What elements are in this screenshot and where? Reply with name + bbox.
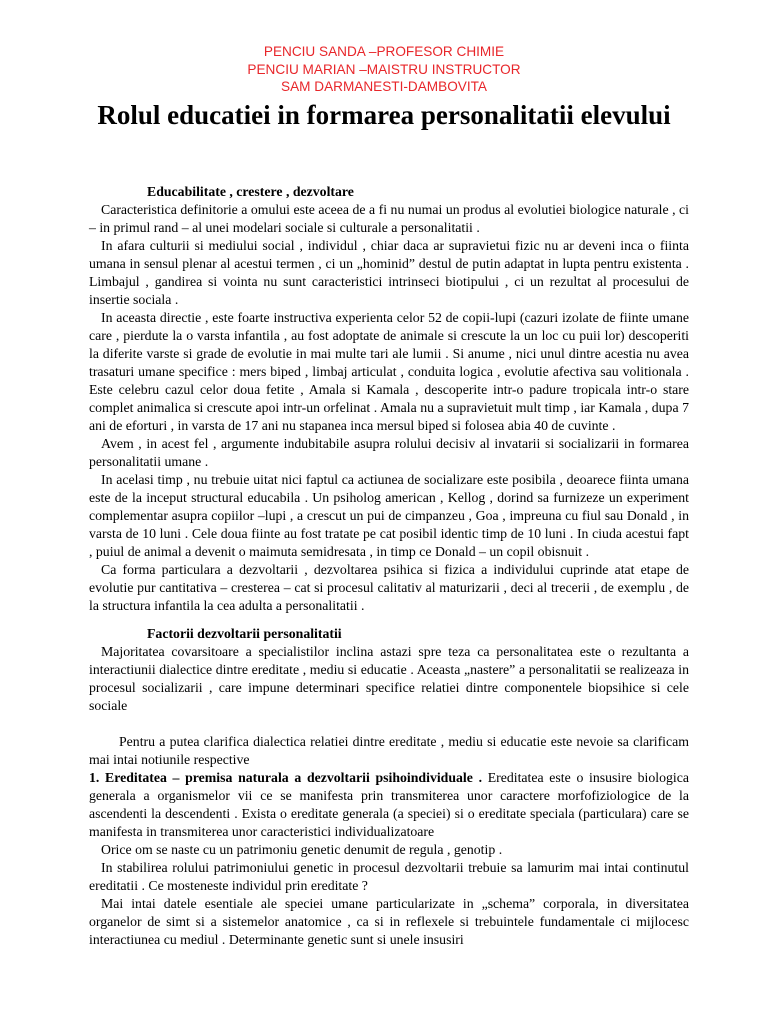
paragraph: Mai intai datele esentiale ale speciei umane particularizate in „schema” corporala, in diversitatea organelor de simt si a sistemelor anatomice , ca si in reflexele si trebuintele fundamentale ci mijlocesc interactiunea cu mediul . Determinante genetic sunt si unele insusiri	[89, 896, 689, 947]
paragraph: In acelasi timp , nu trebuie uitat nici faptul ca actiunea de socializare este posibila , deoarece fiinta umana este de la inceput structural educabila . Un psiholog american , Kellog , dorind sa furnizeze un experiment complementar asupra copiilor –lupi , a crescut un pui de cimpanzeu , Goa , impreuna cu fiul sau Donald , in varsta de 10 luni . Cele doua fiinte au fost tratate pe cat posibil identic timp de 10 luni . In ciuda acestui fapt , puiul de animal a devenit o maimuta semidresata , in timp ce Donald – un copil obisnuit .	[89, 472, 689, 559]
paragraph: In afara culturii si mediului social , individul , chiar daca ar supravietui fizic nu ar deveni inca o fiinta umana in sensul plenar al acestui termen , ci un „hominid” destul de putin adaptat in lupta pentru existenta . Limbajul , gandirea si vointa nu sunt caracteristici intrinseci biotipului , ci un rezultat al procesului de insertie sociala .	[89, 238, 689, 307]
school-line: SAM DARMANESTI-DAMBOVITA	[281, 79, 487, 94]
paragraph-ereditatea	[89, 769, 689, 841]
author-line-1: PENCIU SANDA –PROFESOR CHIMIE	[263, 44, 505, 59]
paragraph: Caracteristica definitorie a omului este aceea de a fi nu numai un produs al evolutiei biologice naturale , ci – in primul rand – al unei modelari sociale si culturale a personalitatii .	[89, 202, 689, 235]
paragraph-text: Ereditatea este o insusire biologica generala a organismelor vii ce se manifesta prin transmiterea unor caractere morfofiziologice de la ascendenti la descendenti . Exista o ereditate generala (a speciei) si o ereditate speciala (particulara) care se manifesta in transmiterea unor caracteristici individualizatoare	[89, 770, 689, 839]
paragraph: In aceasta directie , este foarte instructiva experienta celor 52 de copii-lupi (cazuri izolate de fiinte umane care , pierdute la o varsta infantila , au fost adoptate de animale si crescute la un loc cu puii lor) descoperiti la diferite varste si grade de evolutie in mai multe tari ale lumii . Si anume , nici unul dintre acestia nu avea trasaturi umane specifice : mers biped , limbaj articulat , conduita logica , evolutie afectiva sau volitionala . Este celebru cazul celor doua fetite , Amala si Kamala , descoperite intr-o padure tropicala intr-o stare complet animalica si crescute apoi intr-un orfelinat . Amala nu a supravietuit mult timp , iar Kamala , dupa 7 ani de eforturi , in varsta de 17 ani nu stapanea inca mersul biped si folosea abia 40 de cuvinte .	[89, 310, 689, 433]
document-body	[89, 183, 689, 949]
author-line-2: PENCIU MARIAN –MAISTRU INSTRUCTOR	[247, 61, 521, 77]
paragraph: Ca forma particulara a dezvoltarii , dezvoltarea psihica si fizica a individului cuprinde atat etape de evolutie pur cantitativa – cresterea – cat si procesul calitativ al maturizarii , deci al trecerii , de exemplu , de la structura infantila la cea adulta a personalitatii .	[89, 562, 689, 613]
author-header	[0, 43, 768, 96]
section-heading-educabilitate: Educabilitate , crestere , dezvoltare	[147, 184, 354, 199]
paragraph: Orice om se naste cu un patrimoniu genetic denumit de regula , genotip .	[101, 842, 503, 857]
paragraph: Avem , in acest fel , argumente indubitabile asupra rolului decisiv al invatarii si socializarii in formarea personalitatii umane .	[89, 436, 689, 469]
document-title: Rolul educatiei in formarea personalitatii elevului	[97, 100, 671, 130]
paragraph: In stabilirea rolului patrimoniului genetic in procesul dezvoltarii trebuie sa lamurim mai intai continutul ereditatii . Ce mosteneste individul prin ereditate ?	[89, 860, 689, 893]
subheading-ereditatea: 1. Ereditatea – premisa naturala a dezvoltarii psihoindividuale .	[89, 770, 483, 785]
paragraph: Majoritatea covarsitoare a specialistilor inclina astazi spre teza ca personalitatea este o rezultanta a interactiunii dialectice dintre ereditate , mediu si educatie . Aceasta „nastere” a personalitatii se realizeaza in procesul socializarii , care impune determinari specifice relatiei dintre componentele biopsihice si cele sociale	[89, 644, 689, 713]
section-heading-factorii: Factorii dezvoltarii personalitatii	[147, 626, 342, 641]
paragraph: Pentru a putea clarifica dialectica relatiei dintre ereditate , mediu si educatie este nevoie sa clarificam mai intai notiunile respective	[89, 734, 689, 767]
